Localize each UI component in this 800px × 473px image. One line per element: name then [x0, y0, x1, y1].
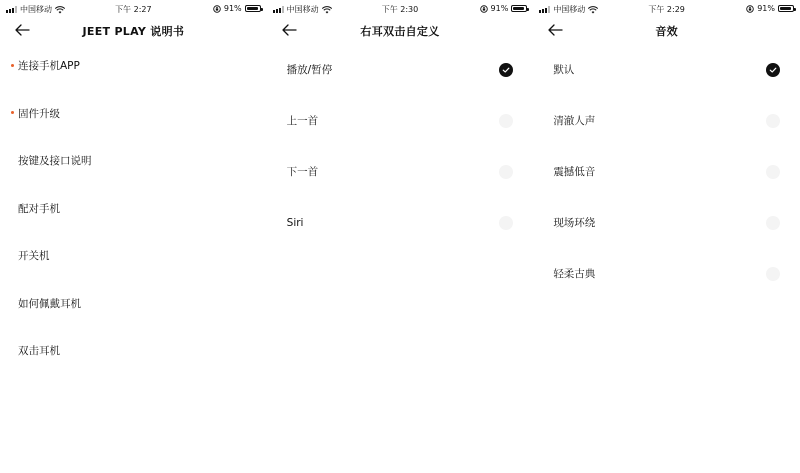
- check-icon: [766, 63, 780, 77]
- option-label: 默认: [553, 64, 575, 76]
- new-dot-icon: [11, 64, 14, 67]
- manual-list: [0, 42, 267, 375]
- option-row[interactable]: [267, 146, 534, 197]
- list-item-label: 开关机: [18, 250, 50, 263]
- radio-button[interactable]: [766, 165, 780, 179]
- battery-icon: [511, 5, 527, 12]
- nav-bar: [0, 18, 267, 42]
- option-label: 轻柔古典: [553, 268, 596, 280]
- list-item[interactable]: [0, 185, 267, 233]
- rotation-lock-icon: [213, 5, 221, 13]
- list-item[interactable]: [0, 280, 267, 328]
- option-label: 现场环绕: [553, 217, 596, 229]
- option-label: 清澈人声: [553, 115, 596, 127]
- list-item-label: 如何佩戴耳机: [18, 297, 81, 310]
- option-row[interactable]: [533, 95, 800, 146]
- status-time: 下午 2:30: [381, 5, 419, 14]
- carrier-label: 中国移动: [20, 5, 52, 14]
- battery-icon: [778, 5, 794, 12]
- list-item-label: 固件升级: [18, 107, 60, 120]
- screen-manual: [0, 0, 267, 473]
- carrier-label: 中国移动: [286, 5, 319, 14]
- check-icon: [499, 63, 513, 77]
- option-row[interactable]: [533, 248, 800, 299]
- list-item-label: 配对手机: [18, 202, 60, 215]
- option-row[interactable]: [533, 146, 800, 197]
- option-row[interactable]: [267, 197, 534, 248]
- list-item[interactable]: [0, 327, 267, 375]
- radio-button[interactable]: [766, 63, 780, 77]
- status-bar: [267, 0, 534, 18]
- option-label: 下一首: [286, 166, 319, 178]
- option-label: Siri: [286, 216, 304, 229]
- page-title: 右耳双击自定义: [360, 25, 440, 38]
- radio-button[interactable]: [499, 216, 513, 230]
- status-time: 下午 2:27: [115, 5, 152, 14]
- option-row[interactable]: [533, 44, 800, 95]
- rotation-lock-icon: [746, 5, 754, 13]
- radio-button[interactable]: [499, 165, 513, 179]
- page-title: 音效: [655, 25, 678, 38]
- status-right: [480, 4, 528, 13]
- list-item[interactable]: [0, 232, 267, 280]
- nav-bar: [533, 18, 800, 42]
- option-label: 上一首: [286, 115, 319, 127]
- option-label: 震撼低音: [553, 166, 596, 178]
- list-item-label: 连接手机APP: [18, 60, 80, 73]
- battery-fill: [780, 7, 791, 10]
- status-time: 下午 2:29: [648, 5, 685, 14]
- status-right: [213, 4, 261, 13]
- radio-button[interactable]: [499, 63, 513, 77]
- option-label: 播放/暂停: [286, 64, 333, 76]
- carrier-label: 中国移动: [553, 5, 586, 14]
- option-row[interactable]: [267, 44, 534, 95]
- screen-sound-effect: [533, 0, 800, 473]
- list-item[interactable]: [0, 42, 267, 90]
- battery-label: 91%: [490, 4, 509, 13]
- list-item[interactable]: [0, 137, 267, 185]
- status-bar: [533, 0, 800, 18]
- battery-label: 91%: [757, 4, 775, 13]
- radio-button[interactable]: [766, 267, 780, 281]
- radio-button[interactable]: [766, 114, 780, 128]
- radio-button[interactable]: [766, 216, 780, 230]
- double-tap-options: [267, 44, 534, 248]
- battery-label: 91%: [223, 4, 242, 13]
- radio-button[interactable]: [499, 114, 513, 128]
- nav-bar: [267, 18, 534, 42]
- screen-double-tap: [267, 0, 534, 473]
- list-item[interactable]: [0, 90, 267, 138]
- page-title: JEET PLAY 说明书: [82, 25, 185, 38]
- sound-effect-options: [533, 44, 800, 299]
- battery-fill: [513, 7, 524, 10]
- battery-fill: [247, 7, 258, 10]
- option-row[interactable]: [533, 197, 800, 248]
- battery-icon: [245, 5, 261, 12]
- status-bar: [0, 0, 267, 18]
- list-item-label: 双击耳机: [18, 345, 60, 358]
- new-dot-icon: [11, 111, 14, 114]
- option-row[interactable]: [267, 95, 534, 146]
- rotation-lock-icon: [480, 5, 488, 13]
- list-item-label: 按键及接口说明: [18, 155, 92, 168]
- status-right: [746, 4, 794, 13]
